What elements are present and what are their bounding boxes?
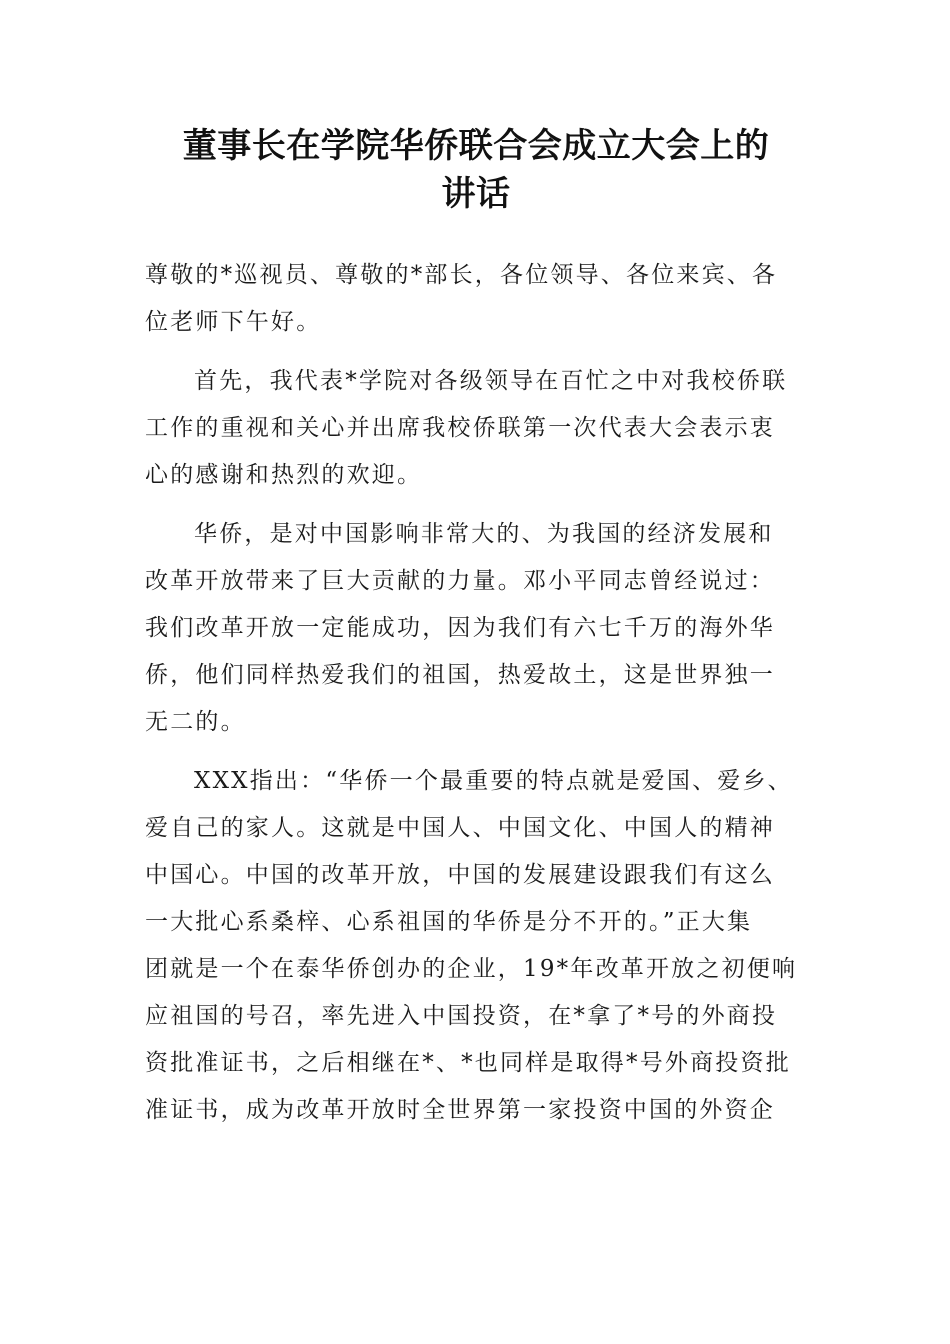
text-line: 工作的重视和关心并出席我校侨联第一次代表大会表示衷 (145, 415, 775, 441)
text-line: 应祖国的号召，率先进入中国投资，在*拿了*号的外商投 (145, 1003, 778, 1029)
text-line: XXX指出：“华侨一个最重要的特点就是爱国、爱乡、 (194, 768, 793, 794)
text-line: 我们改革开放一定能成功，因为我们有六七千万的海外华 (145, 615, 775, 641)
paragraph (145, 511, 807, 746)
text-line: 心的感谢和热烈的欢迎。 (145, 462, 423, 488)
paragraph (145, 758, 807, 1134)
text-line: 位老师下午好。 (145, 309, 322, 335)
paragraph-salutation (145, 252, 807, 346)
text-line: 准证书，成为改革开放时全世界第一家投资中国的外资企 (145, 1097, 775, 1123)
document-title (145, 122, 807, 218)
text-line: 尊敬的*巡视员、尊敬的*部长，各位领导、各位来宾、各 (145, 262, 778, 288)
paragraph (145, 358, 807, 499)
text-line: 侨，他们同样热爱我们的祖国，热爱故土，这是世界独一 (145, 662, 775, 688)
text-line: 首先，我代表*学院对各级领导在百忙之中对我校侨联 (194, 368, 788, 394)
text-line: 无二的。 (145, 709, 246, 735)
text-line: 一大批心系桑梓、心系祖国的华侨是分不开的。”正大集 (145, 909, 753, 935)
text-line: 资批准证书，之后相继在*、*也同样是取得*号外商投资批 (145, 1050, 791, 1076)
title-line: 董事长在学院华侨联合会成立大会上的 (182, 126, 770, 166)
text-line: 爱自己的家人。这就是中国人、中国文化、中国人的精神 (145, 815, 775, 841)
text-line: 中国心。中国的改革开放，中国的发展建设跟我们有这么 (145, 862, 775, 888)
title-line: 讲话 (441, 174, 511, 214)
document-body (145, 252, 807, 1146)
text-line: 改革开放带来了巨大贡献的力量。邓小平同志曾经说过： (145, 568, 775, 594)
text-line: 团就是一个在泰华侨创办的企业，19*年改革开放之初便响 (145, 956, 798, 982)
text-line: 华侨，是对中国影响非常大的、为我国的经济发展和 (194, 521, 774, 547)
